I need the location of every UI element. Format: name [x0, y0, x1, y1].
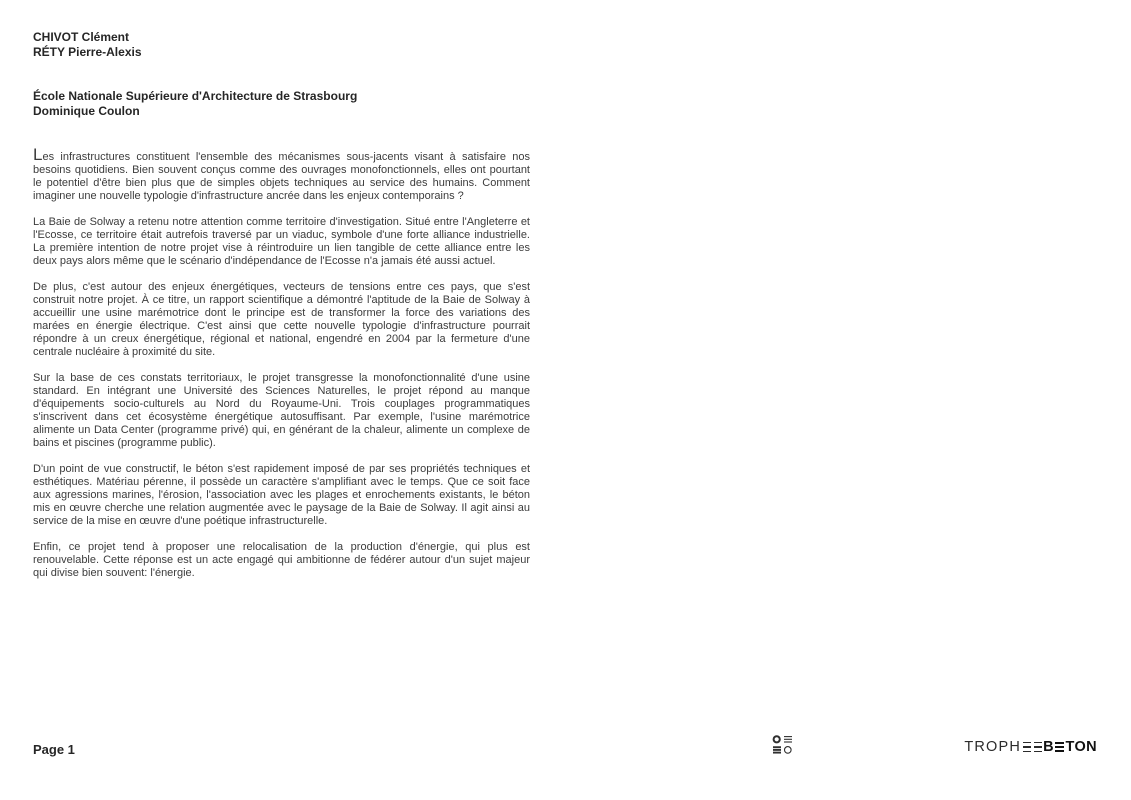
paragraph-1-text: es infrastructures constituent l'ensemble des mécanismes sous-jacents visant à satisfaire nos besoins quotidiens. Bien souvent conçus comme des ouvrages monofonctionnels, elles ont pourtant le potentiel d'être bien plus que de simples objets techniques au service des humains. Comment imaginer une nouvelle typologie d'infrastructure ancrée dans les enjeux contemporains ?	[33, 151, 530, 202]
logo-text-troph: TROPH	[964, 739, 1022, 755]
document-header	[33, 30, 357, 119]
studio-name: Dominique Coulon	[33, 104, 140, 118]
ensas-school-logo-icon	[772, 735, 793, 754]
stylized-e-icon	[1034, 742, 1042, 753]
page-number-label: Page 1	[33, 742, 75, 757]
body-text-column	[33, 145, 530, 593]
paragraph-5: D'un point de vue constructif, le béton s'est rapidement imposé de par ses propriétés techniques et esthétiques. Matériau pérenne, il possède un caractère s'amplifiant avec le temps. Que ce soit face aux agressions marines, l'érosion, l'association avec les plages et enrochements existants, le béton mis en œuvre cherche une relation augmentée avec le paysage de la Baie de Solway. Il agit ainsi au service de la mise en œuvre d'une poétique infrastructurelle.	[33, 463, 530, 527]
paragraph-1	[33, 145, 530, 203]
paragraph-2: La Baie de Solway a retenu notre attention comme territoire d'investigation. Situé entre l'Angleterre et l'Ecosse, ce territoire était autrefois traversé par un viaduc, symbole d'une forte alliance industrielle. La première intention de notre projet vise à réintroduire un lien tangible de cette alliance entre les deux pays alors même que le scénario d'indépendance de l'Ecosse n'a jamais été aussi actuel.	[33, 216, 530, 267]
stylized-e-icon	[1023, 742, 1031, 753]
drop-cap-initial: L	[33, 145, 43, 164]
authors-block	[33, 30, 357, 60]
stylized-e-icon	[1055, 742, 1064, 753]
school-block	[33, 89, 357, 119]
author-name-1: CHIVOT Clément	[33, 30, 130, 44]
paragraph-3: De plus, c'est autour des enjeux énergétiques, vecteurs de tensions entre ces pays, que s'est construit notre projet. À ce titre, un rapport scientifique a démontré l'aptitude de la Baie de Solway à accueillir une usine marémotrice dont le principe est de transformer la force des variations des marées en énergie électrique. C'est ainsi que cette nouvelle typologie d'infrastructure pourrait répondre à un creux énergétique, régional et national, engendré en 2004 par la fermeture d'une centrale nucléaire à proximité du site.	[33, 281, 530, 358]
paragraph-6: Enfin, ce projet tend à proposer une relocalisation de la production d'énergie, qui plus est renouvelable. Cette réponse est un acte engagé qui ambitionne de fédérer autour d'un sujet majeur qui divise bien souvent: l'énergie.	[33, 541, 530, 579]
paragraph-4: Sur la base de ces constats territoriaux, le projet transgresse la monofonctionnalité d'une usine standard. En intégrant une Université des Sciences Naturelles, le projet répond au manque d'équipements socio-culturels au Nord du Royaume-Uni. Trois couplages programmatiques s'inscrivent dans cet écosystème énergétique autosuffisant. Par exemple, l'usine marémotrice alimente un Data Center (programme privé) qui, en générant de la chaleur, alimente un complexe de bains et piscines (programme public).	[33, 372, 530, 449]
trophee-beton-logo	[964, 739, 1097, 755]
logo-text-ton: TON	[1065, 739, 1097, 755]
logo-text-b: B	[1043, 739, 1054, 755]
school-name: École Nationale Supérieure d'Architecture de Strasbourg	[33, 89, 358, 103]
author-name-2: RÉTY Pierre-Alexis	[33, 45, 142, 59]
